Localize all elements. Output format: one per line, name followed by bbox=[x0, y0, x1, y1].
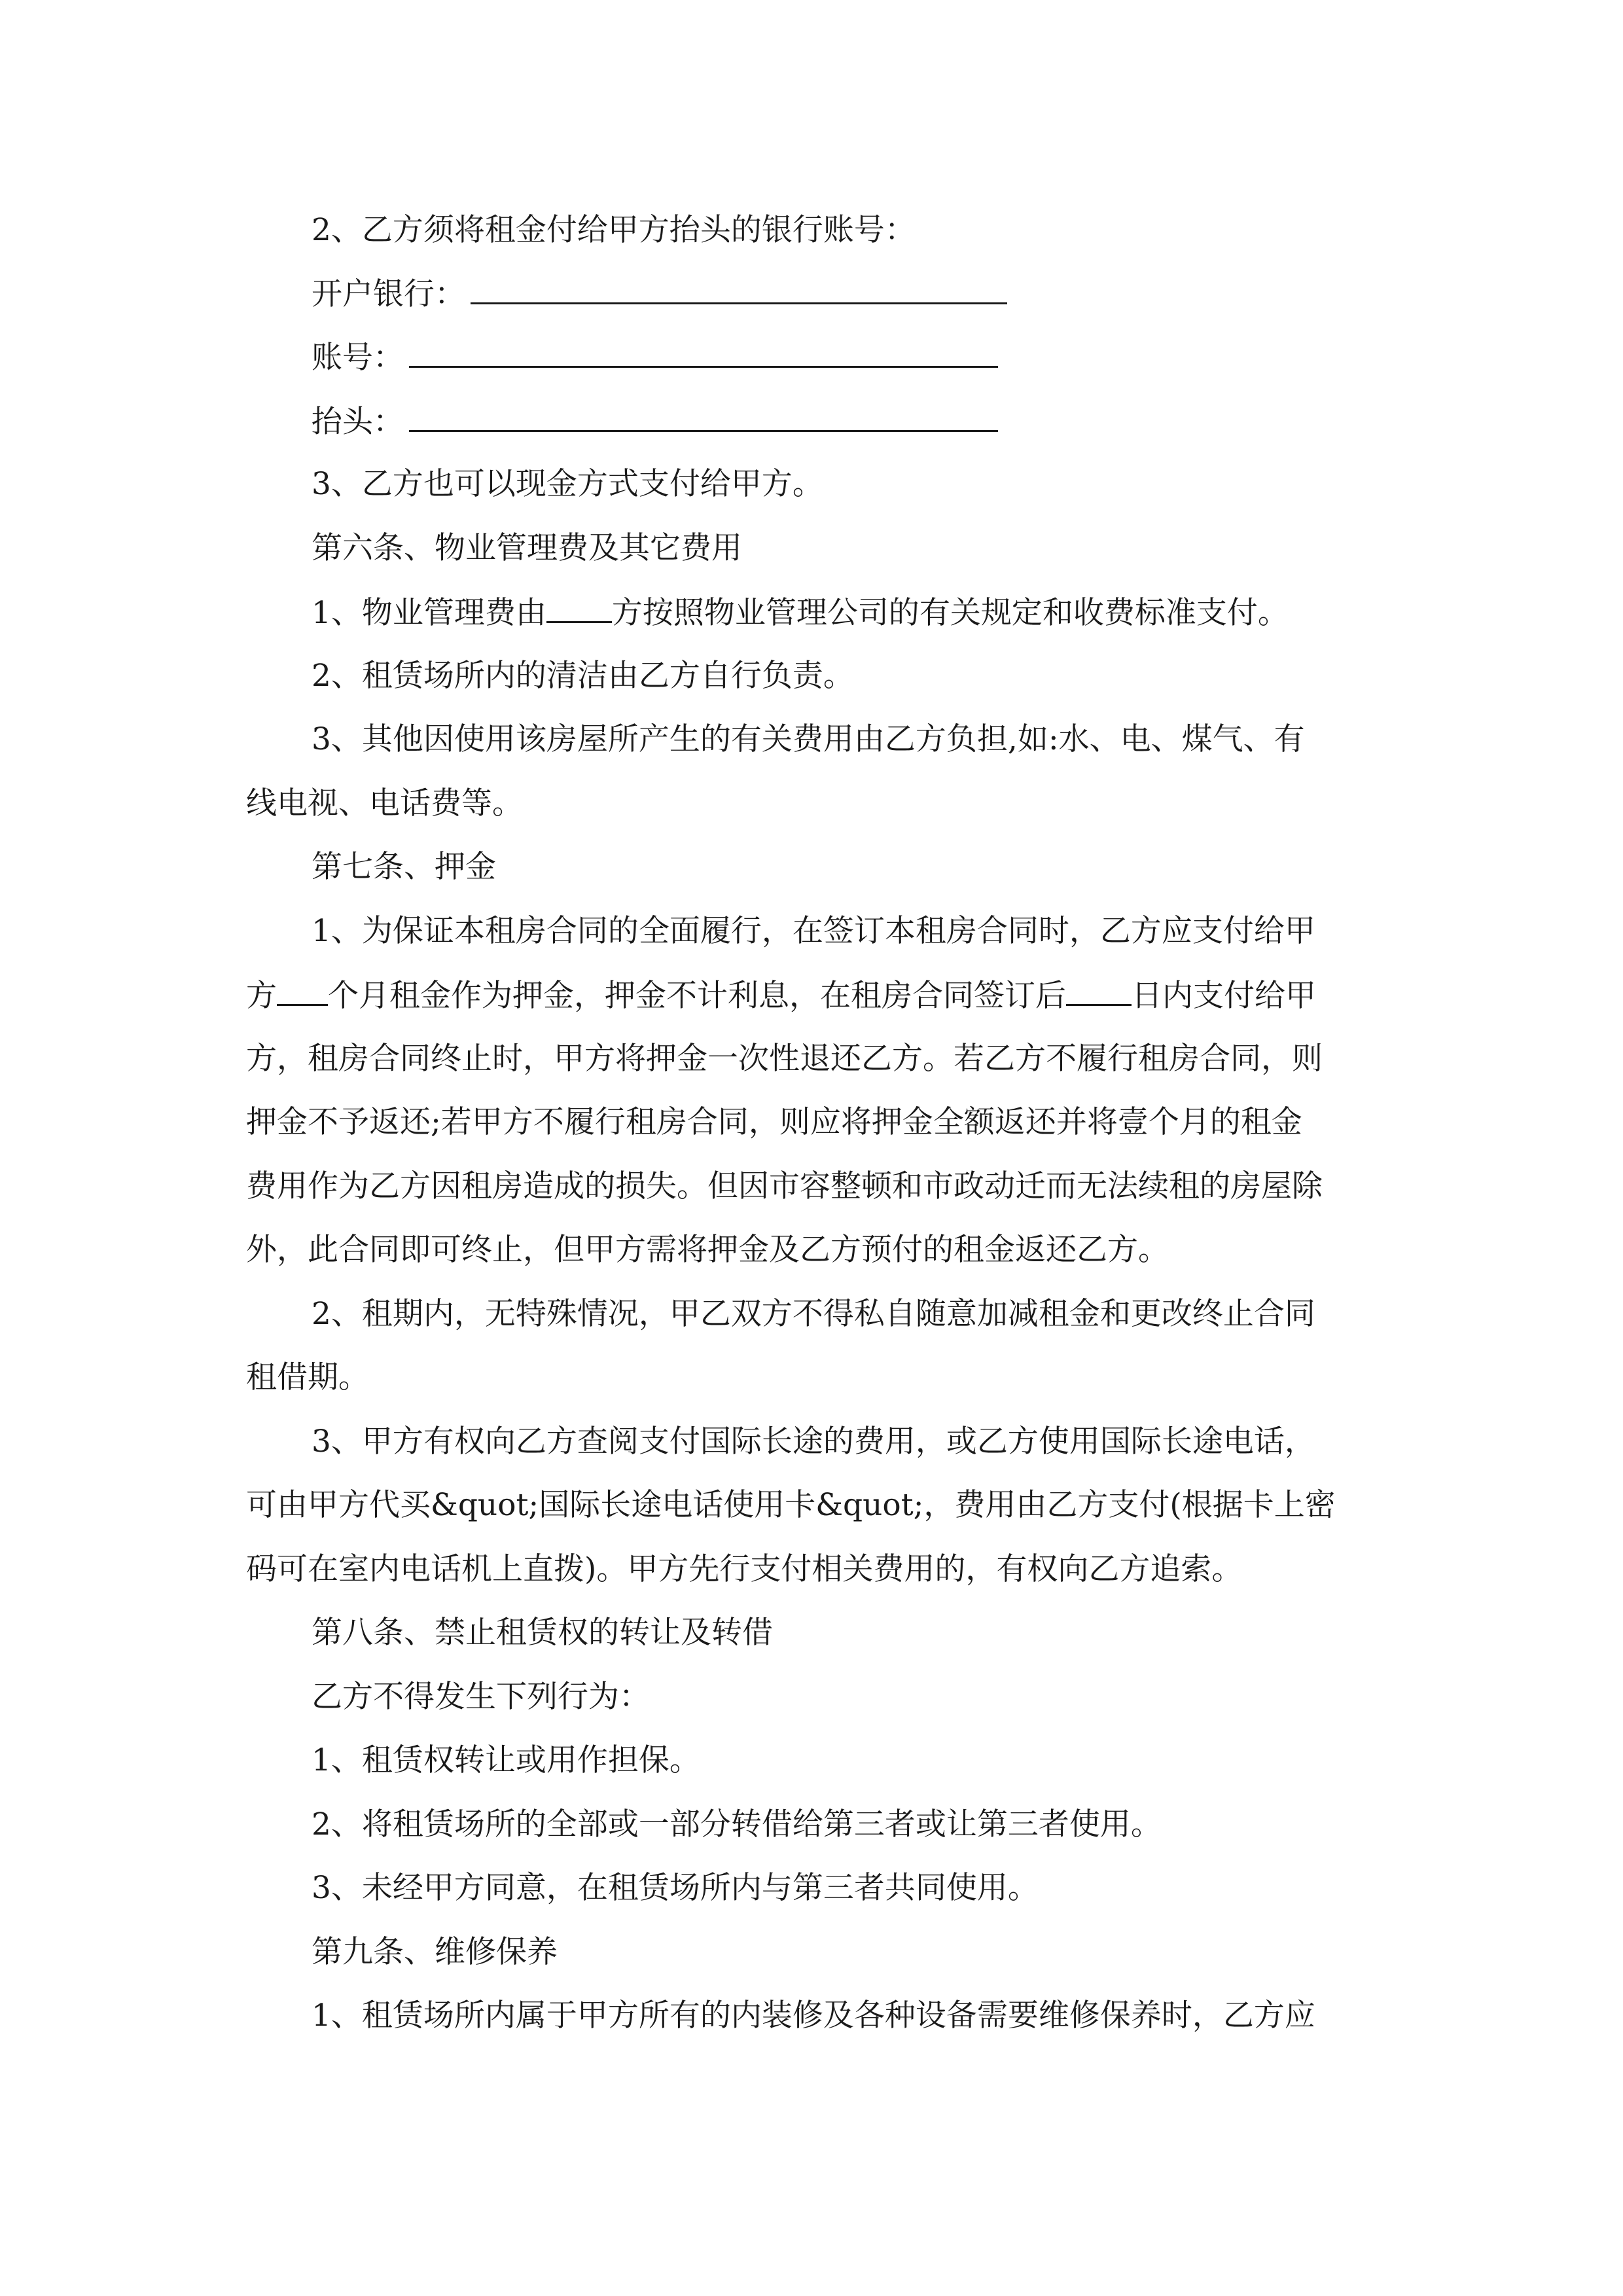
article7-item1-line3: 方，租房合同终止时，甲方将押金一次性退还乙方。若乙方不履行租房合同，则 bbox=[246, 1041, 1323, 1077]
article7-item1-line2 bbox=[246, 975, 1316, 1016]
account-blank bbox=[409, 337, 998, 368]
article6-item1-text-a: 1、物业管理费由 bbox=[312, 595, 546, 631]
bank-label: 开户银行： bbox=[312, 276, 465, 312]
article7-item1-line6: 外，此合同即可终止，但甲方需将押金及乙方预付的租金返还乙方。 bbox=[246, 1232, 1169, 1268]
article6-heading: 第六条、物业管理费及其它费用 bbox=[312, 530, 742, 566]
article9-heading: 第九条、维修保养 bbox=[312, 1934, 558, 1970]
article7-item3-line1: 3、甲方有权向乙方查阅支付国际长途的费用，或乙方使用国际长途电话， bbox=[312, 1424, 1315, 1460]
title-label: 抬头： bbox=[312, 404, 404, 440]
article6-item1 bbox=[312, 592, 1289, 633]
title-field-line bbox=[312, 401, 998, 442]
title-blank bbox=[409, 401, 998, 432]
article7-item1-line2-b: 个月租金作为押金，押金不计利息，在租房合同签订后 bbox=[328, 978, 1066, 1014]
article6-item3-line2: 线电视、电话费等。 bbox=[246, 785, 523, 821]
account-label: 账号： bbox=[312, 340, 404, 376]
article6-item3-line1: 3、其他因使用该房屋所产生的有关费用由乙方负担,如:水、电、煤气、有 bbox=[312, 721, 1305, 757]
bank-clause: 2、乙方须将租金付给甲方抬头的银行账号： bbox=[312, 212, 916, 248]
cash-clause: 3、乙方也可以现金方式支付给甲方。 bbox=[312, 466, 823, 502]
article7-months-blank bbox=[277, 975, 328, 1006]
article7-days-blank bbox=[1066, 975, 1132, 1006]
article8-intro: 乙方不得发生下列行为： bbox=[312, 1679, 650, 1715]
article7-item1-line1: 1、为保证本租房合同的全面履行，在签订本租房合同时，乙方应支付给甲 bbox=[312, 913, 1315, 949]
article6-item1-text-b: 方按照物业管理公司的有关规定和收费标准支付。 bbox=[611, 595, 1289, 631]
article7-item3-line2: 可由甲方代买&quot;国际长途电话使用卡&quot;，费用由乙方支付(根据卡上密 bbox=[246, 1487, 1336, 1523]
article7-item3-line3: 码可在室内电话机上直拨)。甲方先行支付相关费用的，有权向乙方追索。 bbox=[246, 1551, 1243, 1587]
article8-item1: 1、租赁权转让或用作担保。 bbox=[312, 1742, 700, 1778]
account-field-line bbox=[312, 337, 998, 378]
article8-item3: 3、未经甲方同意，在租赁场所内与第三者共同使用。 bbox=[312, 1870, 1039, 1906]
article8-heading: 第八条、禁止租赁权的转让及转借 bbox=[312, 1615, 773, 1651]
article7-item1-line2-c: 日内支付给甲 bbox=[1132, 978, 1316, 1014]
article7-item1-line5: 费用作为乙方因租房造成的损失。但因市容整顿和市政动迁而无法续租的房屋除 bbox=[246, 1168, 1323, 1204]
article6-item2: 2、租赁场所内的清洁由乙方自行负责。 bbox=[312, 658, 854, 694]
article7-heading: 第七条、押金 bbox=[312, 849, 496, 885]
article7-item2-line1: 2、租期内，无特殊情况，甲乙双方不得私自随意加减租金和更改终止合同 bbox=[312, 1296, 1315, 1332]
article7-item1-line4: 押金不予返还;若甲方不履行租房合同，则应将押金全额返还并将壹个月的租金 bbox=[246, 1104, 1302, 1140]
article6-item1-blank bbox=[546, 592, 612, 623]
article8-item2: 2、将租赁场所的全部或一部分转借给第三者或让第三者使用。 bbox=[312, 1806, 1162, 1842]
article9-item1-line1: 1、租赁场所内属于甲方所有的内装修及各种设备需要维修保养时，乙方应 bbox=[312, 1998, 1315, 2034]
bank-blank bbox=[471, 274, 1007, 304]
article7-item2-line2: 租借期。 bbox=[246, 1359, 369, 1395]
article7-item1-line2-a: 方 bbox=[246, 978, 277, 1014]
bank-field-line bbox=[312, 274, 1007, 314]
